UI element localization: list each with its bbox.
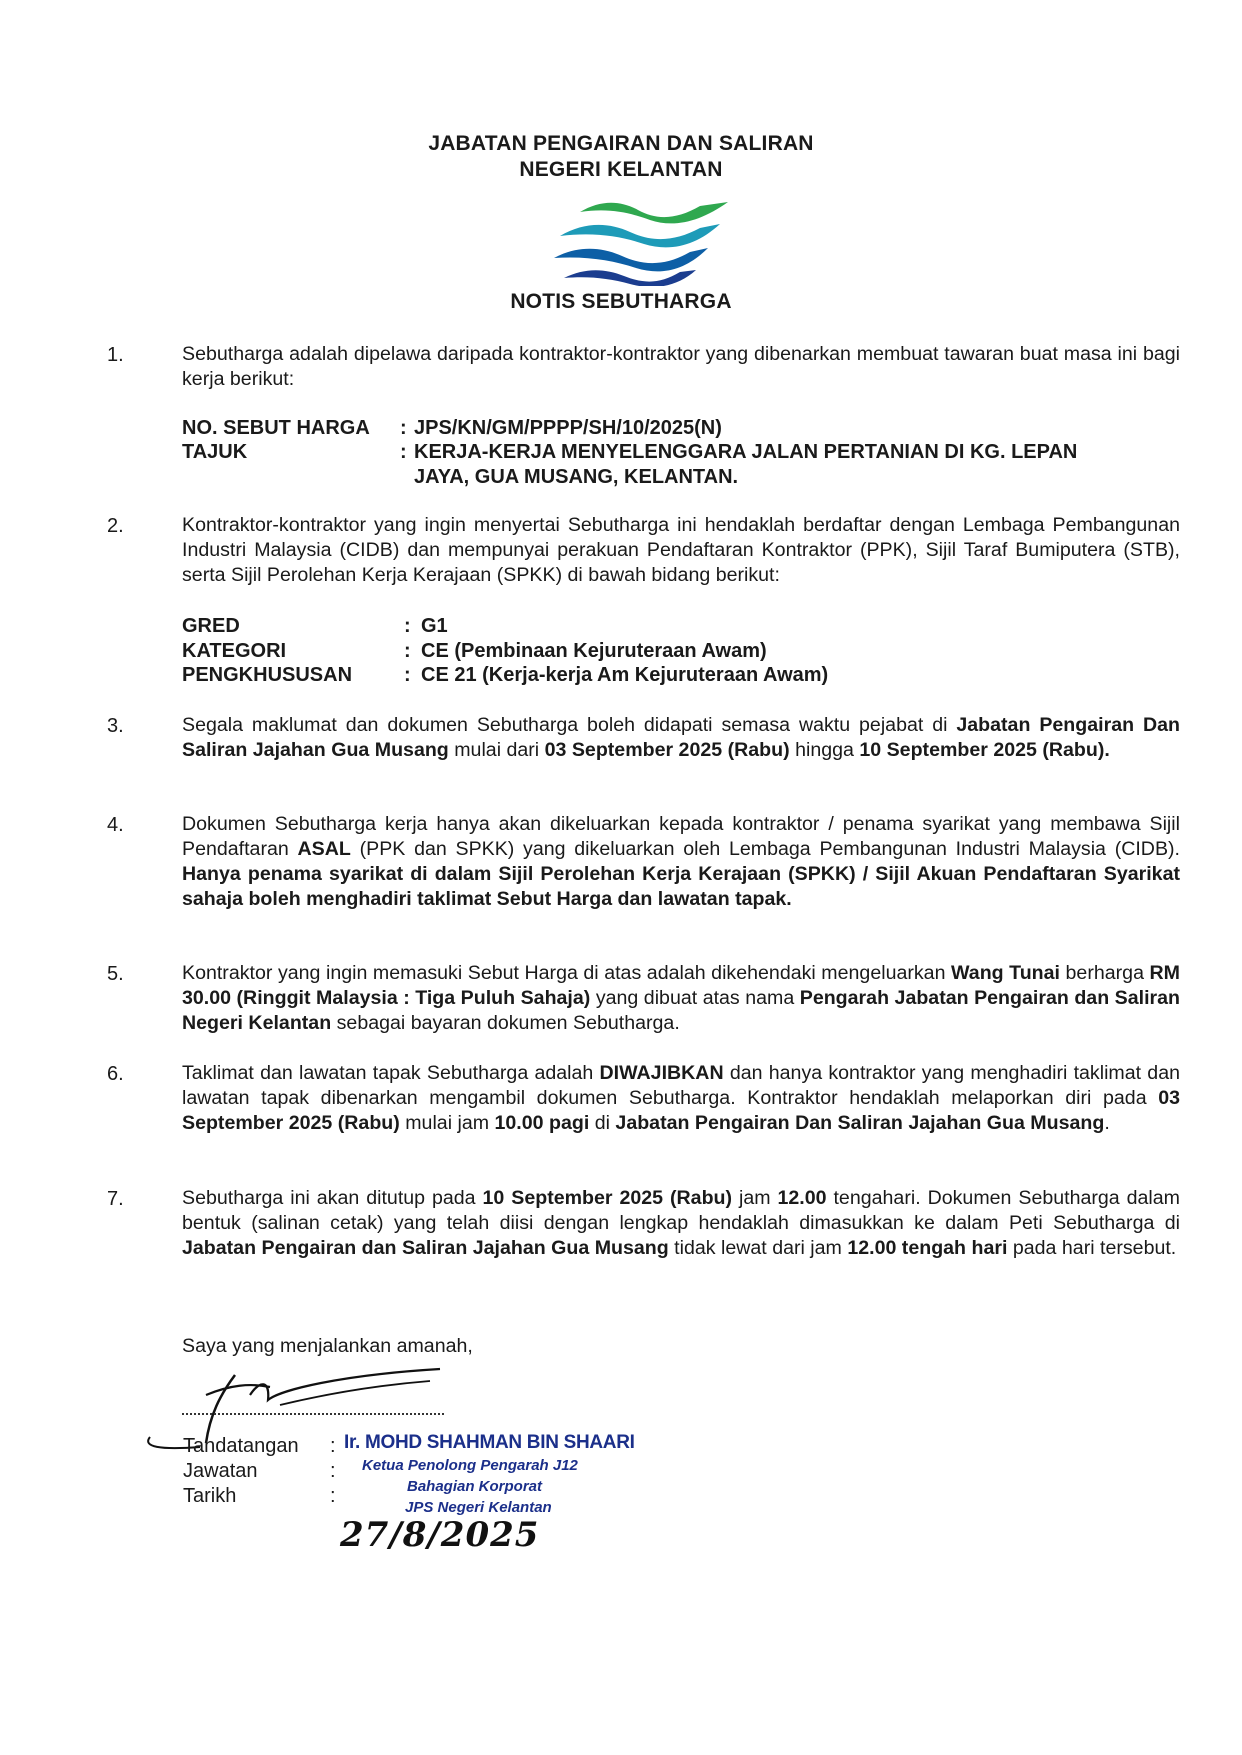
kategori-label: KATEGORI: [182, 640, 287, 662]
kategori-value: CE (Pembinaan Kejuruteraan Awam): [421, 640, 767, 662]
item-number-3: 3.: [107, 715, 124, 737]
tajuk-value-line2: JAYA, GUA MUSANG, KELANTAN.: [414, 466, 739, 488]
item-number-7: 7.: [107, 1188, 124, 1210]
wave-blue: [554, 248, 708, 271]
pengkhususan-value: CE 21 (Kerja-kerja Am Kejuruteraan Awam): [421, 664, 829, 686]
item-number-5: 5.: [107, 963, 124, 985]
quote-no-colon: :: [400, 417, 407, 439]
stamp-position: Ketua Penolong Pengarah J12: [362, 1457, 578, 1474]
wave-navy: [564, 270, 696, 286]
paragraph-4: Dokumen Sebutharga kerja hanya akan dikeluarkan kepada kontraktor / penama syarikat yang membawa Sijil Pendaftaran ASAL (PPK dan SPKK) yang dikeluarkan oleh Lembaga Pembangunan Industri Malaysia (CIDB). Hanya penama syarikat di dalam Sijil Perolehan Kerja Kerajaan (SPKK) / Sijil Akuan Pendaftaran Syarikat sahaja boleh menghadiri taklimat Sebut Harga dan lawatan tapak.: [182, 813, 1180, 910]
paragraph-1: Sebutharga adalah dipelawa daripada kontraktor-kontraktor yang dibenarkan membuat tawaran buat masa ini bagi kerja berikut:: [182, 343, 1180, 390]
paragraph-2: Kontraktor-kontraktor yang ingin menyertai Sebutharga ini hendaklah berdaftar dengan Lembaga Pembangunan Industri Malaysia (CIDB) dan mempunyai perakuan Pendaftaran Kontraktor (PPK), Sijil Taraf Bumiputera (STB), serta Sijil Perolehan Kerja Kerajaan (SPKK) di bawah bidang berikut:: [182, 514, 1180, 586]
paragraph-7: Sebutharga ini akan ditutup pada 10 September 2025 (Rabu) jam 12.00 tengahari. Dokumen Sebutharga dalam bentuk (salinan cetak) yang telah diisi dengan lengkap hendaklah dimasukkan ke dalam Peti Sebutharga di Jabatan Pengairan dan Saliran Jajahan Gua Musang tidak lewat dari jam 12.00 tengah hari pada hari tersebut.: [182, 1187, 1180, 1259]
stamp-department: JPS Negeri Kelantan: [405, 1499, 552, 1516]
notice-title: NOTIS SEBUTHARGA: [510, 290, 732, 313]
wave-teal: [560, 224, 720, 247]
paragraph-5: Kontraktor yang ingin memasuki Sebut Harga di atas adalah dikehendaki mengeluarkan Wang Tunai berharga RM 30.00 (Ringgit Malaysia : Tiga Puluh Sahaja) yang dibuat atas nama Pengarah Jabatan Pengairan dan Saliran Negeri Kelantan sebagai bayaran dokumen Sebutharga.: [182, 962, 1181, 1034]
closing-line: Saya yang menjalankan amanah,: [182, 1335, 473, 1357]
tandatangan-label: Tandatangan: [183, 1435, 299, 1457]
stamp-division: Bahagian Korporat: [407, 1478, 543, 1495]
signature-line: [182, 1413, 444, 1415]
quote-no-value: JPS/KN/GM/PPPP/SH/10/2025(N): [414, 417, 722, 439]
handwritten-date: 27/8/2025: [340, 1515, 540, 1555]
paragraph-3: Segala maklumat dan dokumen Sebutharga boleh didapati semasa waktu pejabat di Jabatan Pengairan Dan Saliran Jajahan Gua Musang mulai dari 03 September 2025 (Rabu) hingga 10 September 2025 (Rabu).: [182, 714, 1180, 761]
gred-label: GRED: [182, 615, 240, 637]
tarikh-label: Tarikh: [183, 1485, 237, 1507]
item-number-2: 2.: [107, 515, 124, 537]
gred-colon: :: [404, 615, 411, 637]
wave-green: [580, 202, 728, 223]
tajuk-label: TAJUK: [182, 441, 248, 463]
item-number-4: 4.: [107, 814, 124, 836]
agency-name-line2: NEGERI KELANTAN: [519, 158, 723, 181]
tajuk-colon: :: [400, 441, 407, 463]
pengkhususan-label: PENGKHUSUSAN: [182, 664, 353, 686]
jawatan-label: Jawatan: [183, 1460, 258, 1482]
stamp-name: Ir. MOHD SHAHMAN BIN SHAARI: [344, 1432, 635, 1453]
tandatangan-colon: :: [330, 1435, 336, 1457]
paragraph-6: Taklimat dan lawatan tapak Sebutharga adalah DIWAJIBKAN dan hanya kontraktor yang menghadiri taklimat dan lawatan tapak dibenarkan mengambil dokumen Sebutharga. Kontraktor hendaklah melaporkan diri pada 03 September 2025 (Rabu) mulai jam 10.00 pagi di Jabatan Pengairan Dan Saliran Jajahan Gua Musang.: [182, 1062, 1180, 1134]
jawatan-colon: :: [330, 1460, 336, 1482]
agency-name-line1: JABATAN PENGAIRAN DAN SALIRAN: [428, 132, 814, 155]
item-number-6: 6.: [107, 1063, 124, 1085]
item-number-1: 1.: [107, 344, 124, 366]
quote-no-label: NO. SEBUT HARGA: [182, 417, 370, 439]
jps-wave-logo-icon: [550, 198, 735, 286]
tarikh-colon: :: [330, 1485, 336, 1507]
tajuk-value-line1: KERJA-KERJA MENYELENGGARA JALAN PERTANIAN DI KG. LEPAN: [414, 441, 1078, 463]
gred-value: G1: [421, 615, 448, 637]
pengkhususan-colon: :: [404, 664, 411, 686]
kategori-colon: :: [404, 640, 411, 662]
